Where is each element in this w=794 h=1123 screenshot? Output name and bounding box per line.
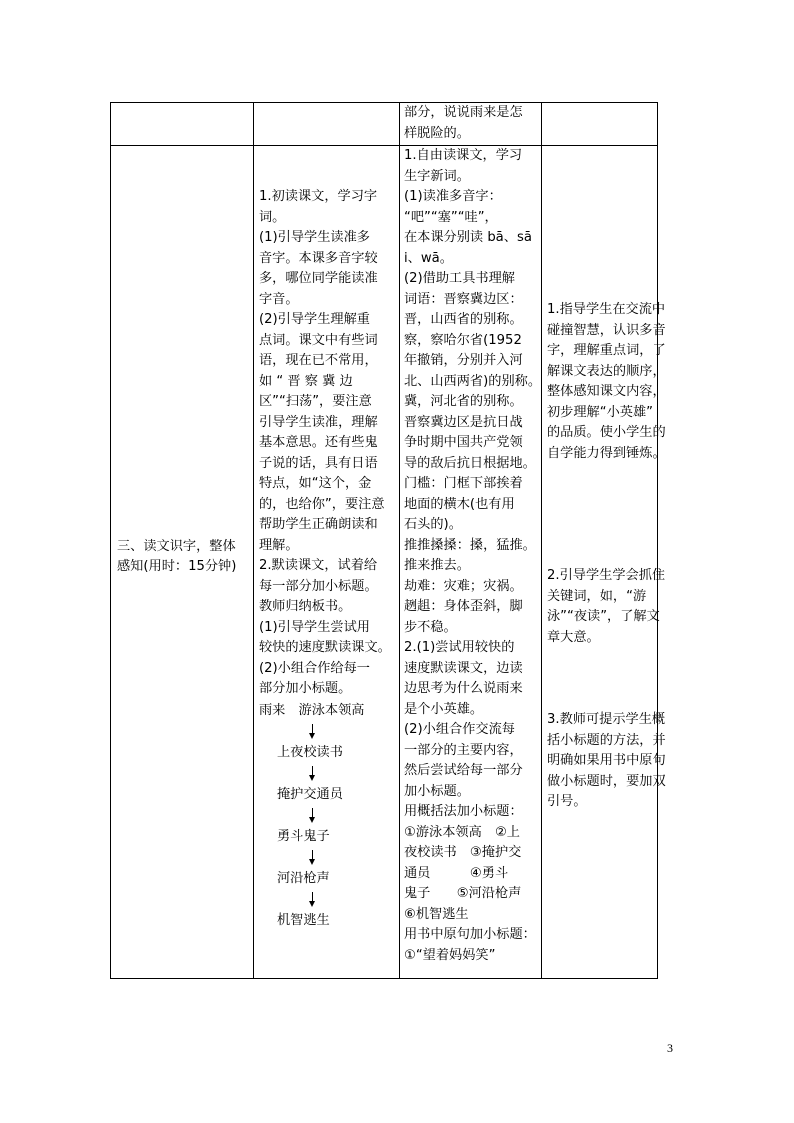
down-arrow-icon — [259, 763, 397, 784]
flow-step: 机智逃生 — [277, 912, 330, 928]
text-line: 部分加小标题。 — [259, 681, 352, 696]
text-line: 一部分的主要内容， — [404, 742, 523, 758]
row2-col2-cell — [254, 146, 400, 979]
text-line: 基本意思。还有些鬼 — [259, 435, 378, 450]
text-line: (2)小组合作给每一 — [259, 660, 370, 676]
text-line: 年撤销，分别并入河 — [404, 353, 523, 368]
text-line: 较快的速度默读课文。 — [259, 640, 391, 655]
table-row-section-three — [111, 146, 658, 979]
flow-step: 掩护交通员 — [277, 786, 343, 802]
text-line: 用书中原句加小标题： — [404, 927, 536, 942]
row2-col3-cell — [400, 146, 542, 979]
text-line: 感知(用时：15分钟) — [117, 559, 237, 574]
text-line: 词语：晋察冀边区： — [404, 291, 523, 307]
text-line: 晋察冀边区是抗日战 — [404, 414, 523, 430]
text-line: (2)小组合作交流每 — [404, 722, 515, 737]
text-line: 每一部分加小标题。 — [259, 578, 378, 594]
text-line: ①游泳本领高 ②上 — [404, 824, 520, 840]
down-arrow-icon — [259, 805, 397, 826]
text-line: 理解。 — [259, 537, 299, 553]
text-line: 生字新词。 — [404, 168, 470, 184]
row1-col3-cell — [400, 103, 542, 146]
text-line: 1.初读课文，学习字 — [259, 189, 378, 204]
text-line: 北、山西两省)的别称。 — [404, 373, 542, 389]
down-arrow-icon — [259, 847, 397, 868]
row2-col4-cell — [542, 146, 666, 979]
text-line: 多，哪位同学能读准 — [259, 271, 378, 286]
text-line: 推来推去。 — [404, 558, 470, 573]
section-title — [111, 537, 253, 578]
down-arrow-icon — [259, 721, 397, 742]
text-line: 点词。课文中有些词 — [259, 332, 378, 348]
text-line: 明确如果用书中原句 — [547, 753, 666, 768]
text-line: 步不稳。 — [404, 619, 457, 635]
text-line: 地面的横木(也有用 — [404, 496, 515, 512]
text-line: (1)引导学生读准多 — [259, 230, 370, 245]
teacher-activity-text — [259, 187, 397, 700]
design-intent-2 — [547, 566, 666, 648]
text-line: 察，察哈尔省(1952 — [404, 332, 522, 348]
text-line: 关键词，如，“游 — [547, 588, 647, 604]
text-line: 用概括法加小标题： — [404, 804, 523, 819]
row2-col1-cell — [111, 146, 254, 979]
text-line: 泳”“夜读”，了解文 — [547, 609, 660, 624]
text-line: 区”“扫荡”，要注意 — [259, 394, 372, 409]
flow-step: 上夜校读书 — [277, 744, 343, 760]
text-line: 2.引导学生学会抓住 — [547, 568, 666, 583]
text-line: 字音。 — [259, 291, 299, 307]
text-line: ⑥机智逃生 — [404, 906, 469, 922]
text-line: 2.(1)尝试用较快的 — [404, 640, 515, 655]
text-line: 语，现在已不常用， — [259, 353, 378, 368]
text-line: ①“望着妈妈笑” — [404, 947, 496, 963]
text-line: 部分，说说雨来是怎 — [404, 105, 523, 120]
text-line: 通员 ④勇斗 — [404, 865, 509, 881]
text-line: 1.指导学生在交流中 — [547, 302, 666, 317]
design-intent-1 — [547, 300, 666, 464]
text-line: 推推搡搡：搡，猛推。 — [404, 537, 536, 553]
text-line: 做小标题时，要加双 — [547, 773, 666, 789]
text-line: 的，也给你”，要注意 — [259, 496, 385, 512]
text-line: 解课文表达的顺序， — [547, 363, 666, 379]
text-line: 如 “ 晋 察 冀 边 — [259, 373, 353, 389]
text-line: 帮助学生正确朗读和 — [259, 517, 378, 532]
text-line: 是个小英雄。 — [404, 701, 484, 717]
text-line: 整体感知课文内容， — [547, 384, 666, 399]
row1-col2-cell — [254, 103, 400, 146]
text-line: 门槛：门框下部挨着 — [404, 476, 523, 491]
text-line: 在本课分别读 bā、sā — [404, 230, 532, 245]
text-line: 音字。本课多音字较 — [259, 250, 378, 266]
text-line: 自学能力得到锤炼。 — [547, 445, 666, 461]
text-line: (2)借助工具书理解 — [404, 271, 515, 286]
text-line: 碰撞智慧，认识多音 — [547, 322, 666, 338]
text-line: 引导学生读准，理解 — [259, 414, 378, 430]
text-line: 括小标题的方法，并 — [547, 732, 666, 748]
text-line: 劫难：灾难；灾祸。 — [404, 578, 523, 594]
text-line: (1)引导学生尝试用 — [259, 619, 370, 635]
text-line: i、wā。 — [404, 250, 453, 266]
flow-step: 河沿枪声 — [277, 870, 330, 886]
text-line: 石头的)。 — [404, 517, 462, 532]
text-line: 子说的话，具有日语 — [259, 455, 378, 471]
text-line: (1)读准多音字： — [404, 189, 502, 204]
text-line: 样脱险的。 — [404, 125, 470, 141]
text-line: 字，理解重点词，了 — [547, 343, 666, 358]
row1-col4-cell — [542, 103, 658, 146]
text-line: 2.默读课文，试着给 — [259, 558, 378, 573]
text-line: “吧”“塞”“哇”， — [404, 209, 498, 225]
text-line: 速度默读课文，边读 — [404, 660, 523, 676]
text-line: 引号。 — [547, 794, 587, 809]
text-line: 词。 — [259, 209, 286, 225]
text-line: 导的敌后抗日根据地。 — [404, 455, 536, 471]
text-line: 3.教师可提示学生概 — [547, 712, 666, 727]
down-arrow-icon — [259, 889, 397, 910]
title-flow-diagram — [259, 700, 397, 928]
row1-col3-text — [400, 103, 541, 144]
text-line: 趔趄：身体歪斜，脚 — [404, 599, 523, 614]
text-line: 特点，如“这个，金 — [259, 476, 372, 491]
text-line: 1.自由读课文，学习 — [404, 148, 523, 163]
text-line: 冀，河北省的别称。 — [404, 394, 523, 409]
text-line: (2)引导学生理解重 — [259, 312, 370, 327]
design-intent-3 — [547, 710, 666, 813]
text-line: 晋，山西省的别称。 — [404, 312, 523, 327]
lesson-plan-table — [110, 102, 666, 979]
text-line: 夜校读书 ③掩护交 — [404, 845, 522, 860]
text-line: 然后尝试给每一部分 — [404, 763, 523, 778]
text-line: 加小标题。 — [404, 783, 470, 799]
text-line: 争时期中国共产党领 — [404, 435, 523, 450]
table-row-continuation — [111, 103, 658, 146]
text-line: 鬼子 ⑤河沿枪声 — [404, 886, 522, 901]
student-activity-text — [400, 146, 541, 966]
text-line: 初步理解“小英雄” — [547, 404, 653, 420]
text-line: 章大意。 — [547, 629, 600, 645]
row1-col1-cell — [111, 103, 254, 146]
text-line: 三、读文识字，整体 — [117, 538, 236, 554]
text-line: 教师归纳板书。 — [259, 599, 352, 614]
flow-head: 雨来 游泳本领高 — [259, 702, 365, 718]
flow-step: 勇斗鬼子 — [277, 828, 330, 844]
page-number: 3 — [667, 1041, 673, 1055]
text-line: 的品质。使小学生的 — [547, 425, 666, 440]
text-line: 边思考为什么说雨来 — [404, 681, 523, 696]
